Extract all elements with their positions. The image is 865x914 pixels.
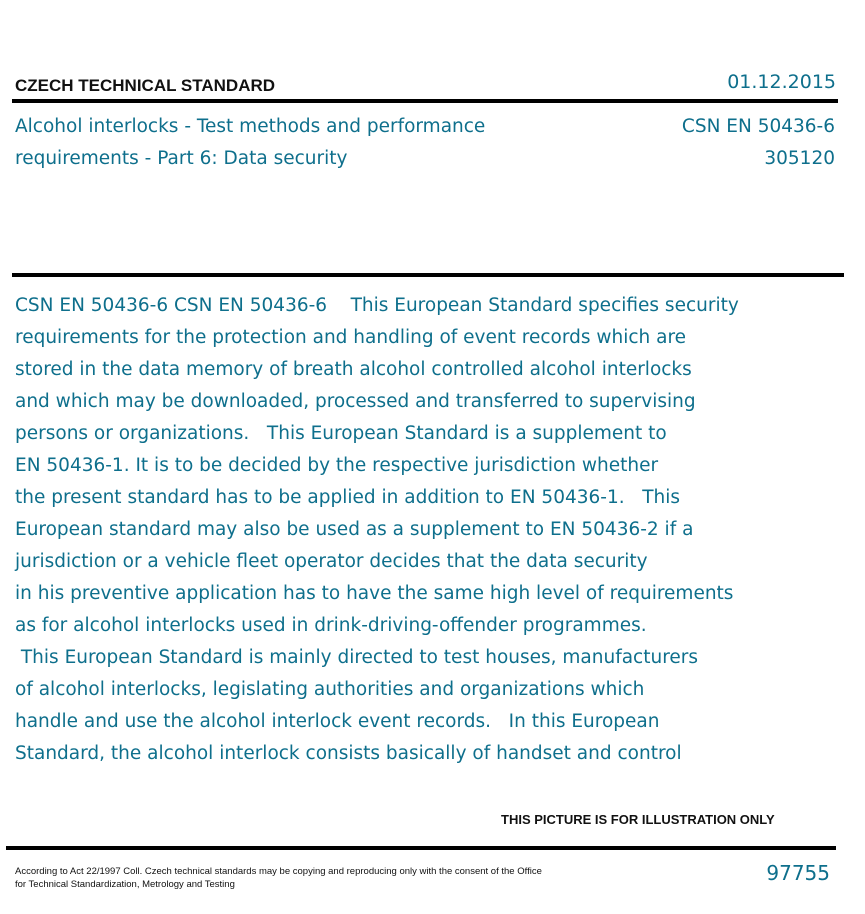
- description-line: This European Standard is mainly directed to test houses, manufacturers: [15, 647, 699, 668]
- description-line: of alcohol interlocks, legislating authorities and organizations which: [15, 679, 645, 700]
- standard-class-number: 305120: [764, 148, 835, 169]
- description-line: persons or organizations. This European Standard is a supplement to: [15, 423, 667, 444]
- description-line: requirements for the protection and handling of event records which are: [15, 327, 687, 348]
- description-line: the present standard has to be applied in addition to EN 50436-1. This: [15, 487, 681, 508]
- description-line: CSN EN 50436-6 CSN EN 50436-6 This European Standard specifies security: [15, 295, 739, 316]
- description-line: Standard, the alcohol interlock consists basically of handset and control: [15, 743, 682, 764]
- description-line: in his preventive application has to have the same high level of requirements: [15, 583, 734, 604]
- description-line: EN 50436-1. It is to be decided by the respective jurisdiction whether: [15, 455, 659, 476]
- header-divider: [12, 99, 838, 103]
- description-line: jurisdiction or a vehicle fleet operator decides that the data security: [15, 551, 648, 572]
- section-divider: [12, 273, 844, 277]
- document-header-title: CZECH TECHNICAL STANDARD: [15, 76, 276, 95]
- description-line: handle and use the alcohol interlock event records. In this European: [15, 711, 660, 732]
- standard-description: [15, 290, 815, 770]
- description-line: and which may be downloaded, processed and transferred to supervising: [15, 391, 696, 412]
- standard-code: CSN EN 50436-6: [681, 116, 835, 137]
- legal-notice-line: for Technical Standardization, Metrology and Testing: [15, 879, 235, 890]
- legal-notice-line: According to Act 22/1997 Coll. Czech technical standards may be copying and reproducing only with the consent of the Office: [15, 866, 542, 877]
- document-number: 97755: [766, 861, 830, 885]
- illustration-notice: THIS PICTURE IS FOR ILLUSTRATION ONLY: [501, 812, 775, 827]
- description-line: European standard may also be used as a supplement to EN 50436-2 if a: [15, 519, 694, 540]
- publication-date: 01.12.2015: [727, 71, 836, 93]
- description-line: stored in the data memory of breath alcohol controlled alcohol interlocks: [15, 359, 692, 380]
- legal-notice: [15, 865, 615, 891]
- standard-title-line-2: requirements - Part 6: Data security: [15, 148, 348, 169]
- standard-title-line-1: Alcohol interlocks - Test methods and performance: [15, 116, 486, 137]
- footer-divider: [6, 846, 836, 850]
- description-line: as for alcohol interlocks used in drink-driving-offender programmes.: [15, 615, 647, 636]
